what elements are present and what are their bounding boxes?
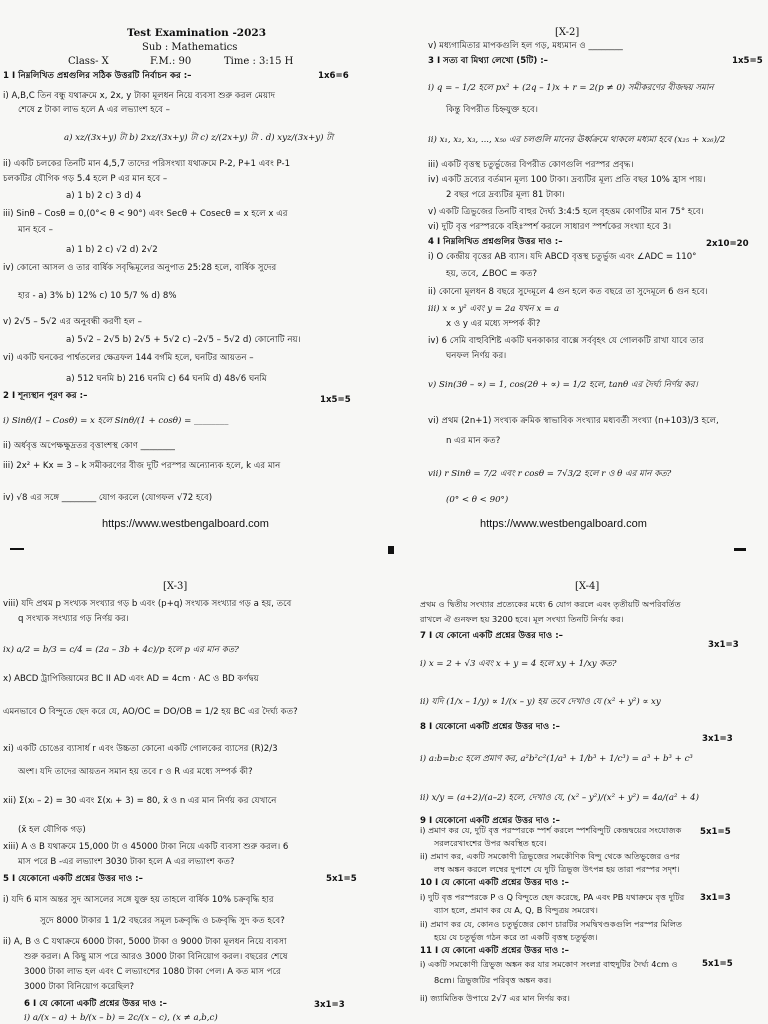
q3-iii: iii) একটি বৃত্তস্থ চতুর্ভুজের বিপরীত কোণগুলি পরস্পর প্রবৃদ্ধ।	[428, 160, 634, 170]
q3-i: i) q = – 1/2 হলে px² + (2q – 1)x + r = 2(p ≠ 0) সমীকরণের বীজদ্বয় সমান	[428, 83, 714, 93]
q1-vi: vi) একটি ঘনকের পার্শ্বতলের ক্ষেত্রফল 144 বর্গমি হলে, ঘনটির আয়তন –	[3, 353, 254, 363]
footer-url: https://www.westbengalboard.com	[102, 518, 269, 530]
page-x2	[384, 0, 768, 540]
q9-ii-cont: লম্ব অঙ্কন করলে লম্বের দুপাশে যে দুটি ত্রিভুজ উৎপন্ন হয় তারা পরস্পর সদৃশ।	[434, 864, 680, 874]
q4-iii: iii) x ∝ y² এবং y = 2a যখন x = a	[428, 304, 560, 314]
q1-iii: iii) Sinθ – Cosθ = 0,(0°< θ < 90°) এবং Secθ + Cosecθ = x হলে x এর	[3, 209, 288, 219]
q3-vi: vi) দুটি বৃত্ত পরস্পরকে বহিঃস্পর্শ করলে সাধারণ স্পর্শকের সংখ্যা হবে 3।	[428, 222, 672, 232]
q8-heading: 8 I যেকোনো একটি প্রশ্নের উত্তর দাও :–	[420, 722, 560, 732]
q5-ii: ii) A, B ও C যথাক্রমে 6000 টাকা, 5000 টাকা ও 9000 টাকা মূলধন নিয়ে ব্যবসা	[3, 937, 287, 947]
q4-i-cont: হয়, তবে, ∠BOC = কত?	[446, 269, 538, 279]
subject-label: Sub : Mathematics	[142, 42, 238, 53]
q3-i-cont: কিন্তু বিপরীত চিহ্নযুক্ত হবে।	[446, 105, 538, 115]
q4-viii: viii) যদি প্রথম p সংখ্যক সংখ্যার গড় b এবং (p+q) সংখ্যক সংখ্যার গড় a হয়, তবে	[3, 599, 292, 609]
q4-vi: vi) প্রথম (2n+1) সংখ্যক ক্রমিক স্বাভাবিক সংখ্যার মধ্যবর্তী সংখ্যা (n+103)/3 হলে,	[428, 416, 719, 426]
q10-i-cont: ব্যাস হলে, প্রমাণ কর যে A, Q, B বিন্দুত্রয় সমরেখ।	[434, 905, 598, 915]
q1-v-options: a) 5√2 – 2√5 b) 2√5 + 5√2 c) –2√5 – 5√2 d) কোনোটি নয়।	[66, 335, 301, 345]
time-label: Time : 3:15 H	[224, 56, 294, 67]
full-marks: F.M.: 90	[150, 56, 192, 67]
q6-ii-cont: রাখলে ঐ গুনফল হয় 3200 হবে। মূল সংখ্যা তিনটি নির্ণয় কর।	[420, 614, 624, 624]
q11-marks: 5x1=5	[702, 959, 733, 969]
q4-ii: ii) কোনো মূলধন 8 বছরে সুদেমূলে 4 গুন হলে কত বছরে তা সুদেমূলে 6 গুন হবে।	[428, 287, 708, 297]
q11-heading: 11 I যে কোনো একটি প্রশ্নের উত্তর দাও :–	[420, 946, 569, 956]
q1-ii-cont: চলকটির যৌগিক গড় 5.4 হলে P এর মান হবে –	[3, 174, 168, 184]
q9-heading: 9 I যেকোনো একটি প্রশ্নের উত্তর দাও :–	[420, 816, 560, 826]
q7-i: i) x = 2 + √3 এবং x + y = 4 হলে xy + 1/xy কত?	[420, 659, 617, 669]
q1-iii-cont: মান হবে –	[18, 225, 53, 235]
q4-xii-cont: (x̄ হল যৌগিক গড়)	[18, 825, 86, 835]
q4-vii: vii) r Sinθ = 7/2 এবং r cosθ = 7√3/2 হলে r ও θ এর মান কত?	[428, 469, 672, 479]
footer-url: https://www.westbengalboard.com	[480, 518, 647, 530]
q10-i: i) দুটি বৃত্ত পরস্পরকে P ও Q বিন্দুতে ছেদ করেছে, PA এবং PB যথাক্রমে বৃত্ত দুটির	[420, 892, 685, 902]
q5-heading: 5 I যেকোনো একটি প্রশ্নের উত্তর দাও :–	[3, 874, 143, 884]
q4-iii-cont: x ও y এর মধ্যে সম্পর্ক কী?	[446, 319, 541, 329]
q4-xi-cont: অংশ। যদি তাদের আয়তন সমান হয় তবে r ও R এর মধ্যে সম্পর্ক কী?	[18, 767, 253, 777]
q4-iv-cont: ঘনফল নির্ণয় কর।	[446, 351, 507, 361]
scan-mark	[10, 548, 24, 550]
q2-i: i) Sinθ/(1 – Cosθ) = x হলে Sinθ/(1 + cosθ) = ________	[3, 416, 229, 426]
q4-ix: ix) a/2 = b/3 = c/4 = (2a – 3b + 4c)/p হলে p এর মান কত?	[3, 645, 239, 655]
page-x1	[0, 0, 384, 540]
q1-ii: ii) একটি চলকের তিনটি মান 4,5,7 তাদের পরিসংখ্যা যথাক্রমে P-2, P+1 এবং P-1	[3, 159, 291, 169]
exam-title: Test Examination -2023	[127, 27, 267, 39]
q1-v: v) 2√5 – 5√2 এর অনুবন্ধী করণী হল –	[3, 317, 142, 327]
q11-i-cont: 8cm। ত্রিভুজটির পরিবৃত্ত অঙ্কন কর।	[434, 975, 552, 985]
q9-marks: 5x1=5	[700, 827, 731, 837]
q4-heading: 4 I নিম্নলিখিত প্রশ্নগুলির উত্তর দাও :–	[428, 237, 563, 247]
q4-i: i) O কেন্দ্রীয় বৃত্তের AB ব্যাস। যদি ABCD বৃত্তস্থ চতুর্ভুজ এবং ∠ADC = 110°	[428, 252, 697, 262]
q2-marks: 1x5=5	[320, 395, 351, 405]
q4-v: v) Sin(3θ – ∝) = 1, cos(2θ + ∝) = 1/2 হলে, tanθ এর দৈর্ঘ্য নির্ণয় কর।	[428, 380, 698, 390]
q1-heading: 1 I নিম্নলিখিত প্রশ্নগুলির সঠিক উত্তরটি নির্বাচন কর :–	[3, 71, 192, 81]
q3-v: v) একটি ত্রিভুজের তিনটি বাহুর দৈর্ঘ্য 3:4:5 হলে বৃহত্তম কোণটির মান 75° হবে।	[428, 207, 704, 217]
q3-ii: ii) x₁, x₂, x₃, ..., x₅₀ এর চলগুলি মানের ঊর্ধ্বক্রমে থাকলে মধ্যমা হবে (x₂₅ + x₂₆)/2	[428, 135, 726, 145]
q8-i: i) a:b=b:c হলে প্রমাণ কর, a²b²c²(1/a³ + 1/b³ + 1/c³) = a³ + b³ + c³	[420, 754, 693, 764]
q3-marks: 1x5=5	[732, 56, 763, 66]
q4-x-cont: এমনভাবে O বিন্দুতে ছেদ করে যে, AO/OC = DO/OB = 1/2 হয় BC এর দৈর্ঘ্য কত?	[3, 707, 298, 717]
q11-i: i) একটি সমকোণী ত্রিভুজ অঙ্কন কর যার সমকোণ সংলগ্ন বাহুদুটির দৈর্ঘ্য 4cm ও	[420, 959, 678, 969]
page-header: [X-2]	[555, 27, 580, 38]
q6-heading: 6 I যে কোনো একটি প্রশ্নের উত্তর দাও :–	[24, 999, 167, 1009]
q10-ii-cont: হয়ে যে চতুর্ভুজ গঠন করে তা একটি বৃত্তস্থ চতুর্ভুজ।	[434, 932, 598, 942]
page-header: [X-3]	[163, 581, 188, 592]
q1-iii-options: a) 1 b) 2 c) √2 d) 2√2	[66, 245, 158, 255]
q4-xiii: xiii) A ও B যথাক্রমে 15,000 টা ও 45000 টাকা নিয়ে একটি ব্যবসা শুরু করল। 6	[3, 842, 289, 852]
q5-marks: 5x1=5	[326, 874, 357, 884]
q4-xi: xi) একটি চোঙের ব্যাসার্ধ r এবং উচ্চতা কোনো একটি গোলকের ব্যাসের (R)2/3	[3, 744, 278, 754]
q5-i-cont: সুদে 8000 টাকার 1 1/2 বছরের সমূল চক্রবৃদ্ধি ও চক্রবৃদ্ধি সুদ কত হবে?	[40, 916, 285, 926]
q4-iv: iv) 6 সেমি বাহুবিশিষ্ট একটি ঘনকাকার বাক্সে সর্ববৃহৎ যে গোলকটি রাখা যাবে তার	[428, 336, 704, 346]
q6-ii: প্রথম ও দ্বিতীয় সংখ্যার প্রত্যেকের মধ্যে 6 যোগ করলে এবং তৃতীয়টি অপরিবর্তিত	[420, 599, 681, 609]
q10-ii: ii) প্রমাণ কর যে, কোনও চতুর্ভুজের কোণ চারটির সমদ্বিখণ্ডকগুলি পরস্পর মিলিত	[420, 919, 683, 929]
q1-i: i) A,B,C তিন বন্ধু যথাক্রমে x, 2x, y টাকা মূলধন নিয়ে ব্যবসা শুরু করল মেয়াদ	[3, 91, 276, 101]
q1-i-cont: শেষে z টাকা লাভ হলে A এর লভ্যাংশ হবে –	[18, 105, 170, 115]
q10-marks: 3x1=3	[700, 893, 731, 903]
q10-heading: 10 I যে কোনো একটি প্রশ্নের উত্তর দাও :–	[420, 878, 569, 888]
q3-heading: 3 I সত্য বা মিথ্যা লেখো (5টি) :–	[428, 56, 548, 66]
class-label: Class- X	[68, 56, 109, 67]
q1-iv-options: হার - a) 3% b) 12% c) 10 5/7 % d) 8%	[18, 291, 177, 301]
q5-ii-cont2: 3000 টাকা লাভ হল এবং C লভ্যাংশের 1080 টাকা পেল। A কত মাস পরে	[24, 967, 281, 977]
q2-iii: iii) 2x² + Kx = 3 – k সমীকরণের বীজ দুটি পরস্পর অন্যোন্যক হলে, k এর মান	[3, 461, 281, 471]
q8-marks: 3x1=3	[702, 734, 733, 744]
q5-ii-cont1: শুরু করল। A কিছু মাস পরে আরও 3000 টাকা বিনিয়োগ করল। বছরের শেষে	[24, 952, 288, 962]
q2-v: v) মধ্যগামিতার মাপকগুলি হল গড়, মধ্যমান ও ________	[428, 41, 623, 51]
q1-ii-options: a) 1 b) 2 c) 3 d) 4	[66, 191, 142, 201]
q9-i: i) প্রমাণ কর যে, দুটি বৃত্ত পরস্পরকে স্পর্শ করলে স্পর্শবিন্দুটি কেন্দ্রদ্বয়ের সংযোজক	[420, 825, 682, 835]
q7-heading: 7 I যে কোনো একটি প্রশ্নের উত্তর দাও :–	[420, 631, 563, 641]
q4-vii-cont: (0° < θ < 90°)	[446, 495, 509, 505]
q2-iv: iv) √8 এর সঙ্গে ________ যোগ করলে (যোগফল √72 হবে)	[3, 493, 213, 503]
q6-i: i) a/(x – a) + b/(x – b) = 2c/(x – c), (x ≠ a,b,c)	[24, 1013, 218, 1023]
scan-mark	[388, 546, 394, 554]
q4-marks: 2x10=20	[706, 239, 749, 249]
page-header: [X-4]	[575, 581, 600, 592]
q4-xiii-cont: মাস পরে B -এর লভ্যাংশ 3030 টাকা হলে A এর লভ্যাংশ কত?	[18, 857, 235, 867]
q7-ii: ii) যদি (1/x – 1/y) ∝ 1/(x – y) হয় তবে দেখাও যে (x² + y²) ∝ xy	[420, 697, 661, 707]
q2-ii: ii) অর্ধবৃত্ত অপেক্ষক্ষুদ্রতর বৃত্তাংশস্থ কোণ ________	[3, 441, 175, 451]
q4-vi-cont: n এর মান কত?	[446, 436, 501, 446]
q4-viii-cont: q সংখ্যক সংখ্যার গড় নির্ণয় কর।	[18, 614, 129, 624]
q1-i-options: a) xz/(3x+y) টা b) 2xz/(3x+y) টা c) z/(2x+y) টা . d) xyz/(3x+y) টা	[64, 133, 334, 143]
q3-iv-cont: 2 বছর পরে দ্রব্যটির মূল্য 81 টাকা।	[446, 190, 565, 200]
page-x3	[0, 540, 384, 1024]
q8-ii: ii) x/y = (a+2)/(a–2) হলে, দেখাও যে, (x² – y²)/(x² + y²) = 4a/(a² + 4)	[420, 793, 699, 803]
q1-vi-options: a) 512 ঘনমি b) 216 ঘনমি c) 64 ঘনমি d) 48√6 ঘনমি	[66, 374, 267, 384]
q11-ii: ii) জ্যামিতিক উপায়ে 2√7 এর মান নির্ণয় কর।	[420, 993, 570, 1003]
q1-iv: iv) কোনো আসল ও তার বার্ষিক সবৃদ্ধিমূলের অনুপাত 25:28 হলে, বার্ষিক সুদের	[3, 263, 277, 273]
q4-x: x) ABCD ট্রাপিজিয়ামের BC II AD এবং AD = 4cm · AC ও BD কর্ণদ্বয়	[3, 674, 259, 684]
q9-ii: ii) প্রমাণ কর, একটি সমকোণী ত্রিভুজের সমকৌণিক বিন্দু থেকে অতিভুজের ওপর	[420, 851, 680, 861]
q4-xii: xii) Σ(xᵢ – 2) = 30 এবং Σ(xᵢ + 3) = 80, x̄ ও n এর মান নির্ণয় কর যেখানে	[3, 796, 277, 806]
q5-i: i) যদি 6 মাস অন্তর সুদ আসলের সঙ্গে যুক্ত হয় তাহলে বার্ষিক 10% চক্রবৃদ্ধি হার	[3, 895, 274, 905]
q1-marks: 1x6=6	[318, 71, 349, 81]
q9-i-cont: সরলরেখাংশের উপর অবস্থিত হবে।	[434, 838, 547, 848]
page-x4	[384, 540, 768, 1024]
q7-marks: 3x1=3	[708, 640, 739, 650]
scan-mark	[734, 548, 746, 551]
q6-marks: 3x1=3	[314, 1000, 345, 1010]
q2-heading: 2 I শূন্যস্থান পূরণ কর :–	[3, 391, 88, 401]
q5-ii-cont3: 3000 টাকা বিনিয়োগ করেছিল?	[24, 982, 135, 992]
q3-iv: iv) একটি দ্রব্যের বর্তমান মূল্য 100 টাকা। দ্রব্যটির মূল্য প্রতি বছর 10% হ্রাস পায়।	[428, 175, 706, 185]
